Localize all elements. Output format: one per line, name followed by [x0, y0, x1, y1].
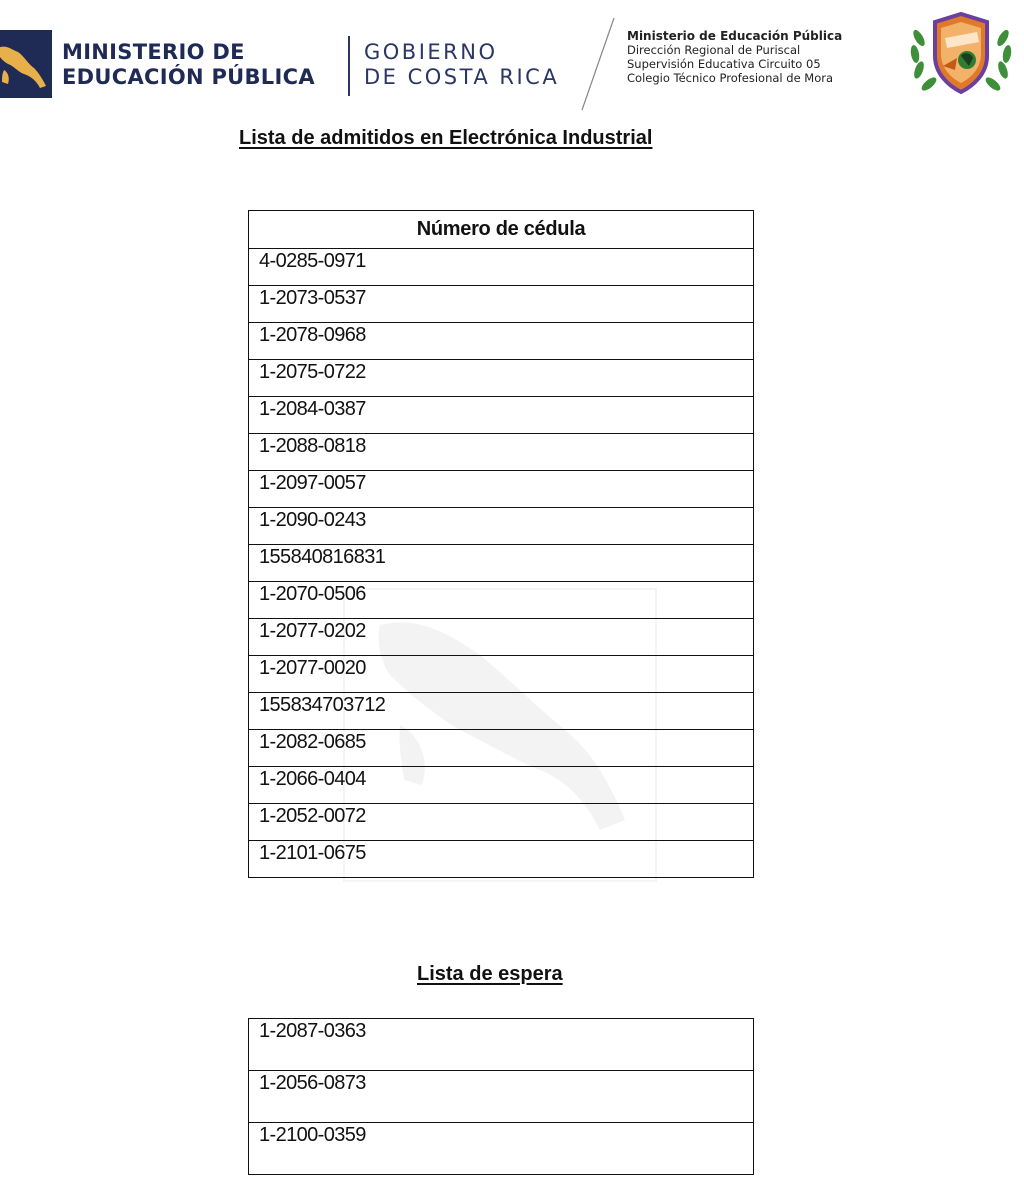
- cedula-cell: 1-2097-0057: [249, 471, 754, 508]
- cedula-cell: 1-2088-0818: [249, 434, 754, 471]
- cedula-cell: 1-2075-0722: [249, 360, 754, 397]
- table-row: [249, 1019, 754, 1071]
- table-row: [249, 693, 754, 730]
- table-row: [249, 619, 754, 656]
- table-row: [249, 1071, 754, 1123]
- government-wordmark: [364, 40, 559, 90]
- table-row: [249, 471, 754, 508]
- table-row: [249, 249, 754, 286]
- government-line-1: GOBIERNO: [364, 40, 498, 64]
- school-crest-icon: [905, 8, 1017, 98]
- table-row: [249, 434, 754, 471]
- institution-line-3: Colegio Técnico Profesional de Mora: [627, 71, 834, 85]
- table-row: [249, 360, 754, 397]
- cedula-cell: 1-2073-0537: [249, 286, 754, 323]
- cedula-cell: 1-2056-0873: [249, 1071, 754, 1123]
- table-row: [249, 656, 754, 693]
- cedula-cell: 155840816831: [249, 545, 754, 582]
- table-row: [249, 767, 754, 804]
- table-row: [249, 323, 754, 360]
- cedula-cell: 1-2084-0387: [249, 397, 754, 434]
- column-header-cedula: Número de cédula: [249, 211, 754, 249]
- cedula-cell: 1-2077-0020: [249, 656, 754, 693]
- institution-info: [627, 29, 842, 85]
- cedula-cell: 1-2087-0363: [249, 1019, 754, 1071]
- cedula-cell: 1-2077-0202: [249, 619, 754, 656]
- ministry-line-1: MINISTERIO DE: [62, 40, 245, 64]
- ministry-wordmark: [62, 40, 315, 90]
- institution-line-2: Supervisión Educativa Circuito 05: [627, 57, 821, 71]
- waitlist-title: Lista de espera: [417, 963, 563, 985]
- admitted-list-title: Lista de admitidos en Electrónica Industrial: [239, 127, 653, 149]
- ministry-line-2: EDUCACIÓN PÚBLICA: [62, 65, 315, 89]
- cedula-cell: 1-2090-0243: [249, 508, 754, 545]
- document-header: [0, 0, 1024, 110]
- table-row: [249, 582, 754, 619]
- cedula-cell: 1-2066-0404: [249, 767, 754, 804]
- cedula-cell: 1-2078-0968: [249, 323, 754, 360]
- admitted-table: [248, 210, 754, 878]
- cedula-cell: 155834703712: [249, 693, 754, 730]
- cedula-cell: 4-0285-0971: [249, 249, 754, 286]
- cedula-cell: 1-2100-0359: [249, 1123, 754, 1175]
- table-row: [249, 730, 754, 767]
- table-header-row: [249, 211, 754, 249]
- costa-rica-map-logo-icon: [0, 30, 52, 98]
- cedula-cell: 1-2082-0685: [249, 730, 754, 767]
- cedula-cell: 1-2101-0675: [249, 841, 754, 878]
- table-row: [249, 508, 754, 545]
- institution-title: Ministerio de Educación Pública: [627, 29, 843, 43]
- table-row: [249, 1123, 754, 1175]
- diagonal-divider: [578, 16, 618, 112]
- institution-line-1: Dirección Regional de Puriscal: [627, 43, 801, 57]
- table-row: [249, 286, 754, 323]
- cedula-cell: 1-2052-0072: [249, 804, 754, 841]
- table-row: [249, 841, 754, 878]
- cedula-cell: 1-2070-0506: [249, 582, 754, 619]
- table-row: [249, 545, 754, 582]
- waitlist-table: [248, 1018, 754, 1175]
- government-line-2: DE COSTA RICA: [364, 65, 560, 89]
- table-row: [249, 397, 754, 434]
- header-divider: [348, 36, 350, 96]
- table-row: [249, 804, 754, 841]
